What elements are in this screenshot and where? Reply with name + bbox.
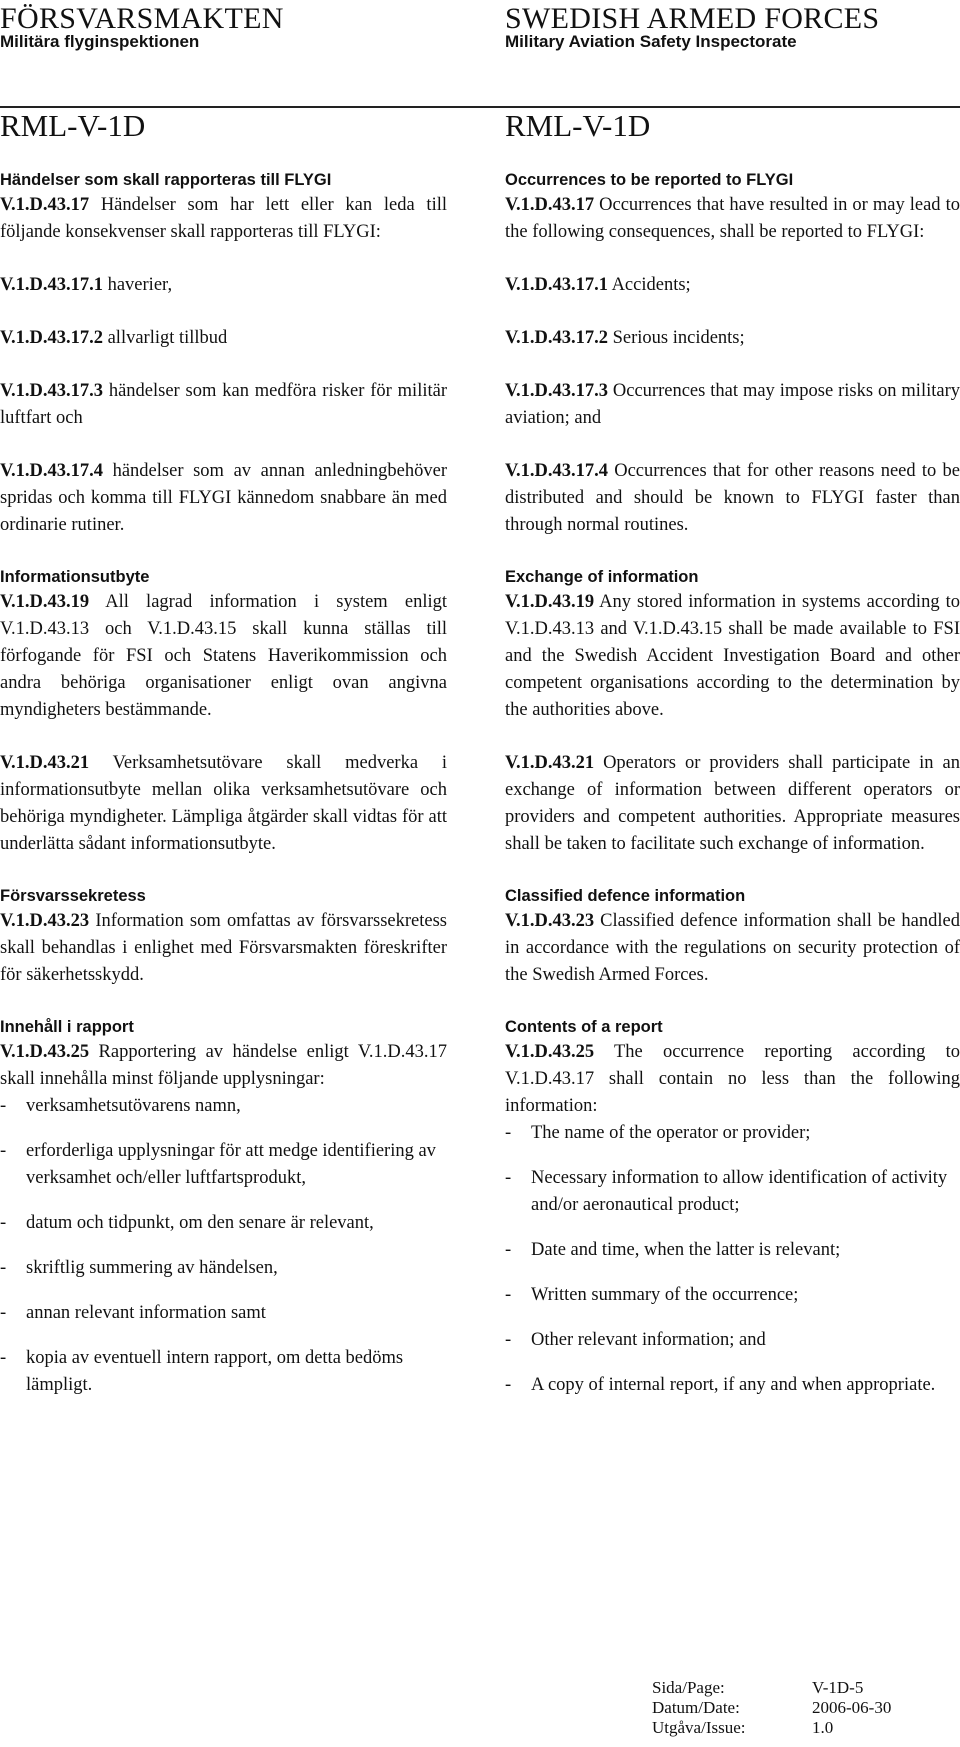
footer-date-row [652,1698,891,1718]
paragraph-id: V.1.D.43.17.1 [0,275,103,295]
paragraph [0,378,447,432]
list-item: - Other relevant information; and [505,1330,766,1350]
paragraph-id: V.1.D.43.17.3 [505,381,608,401]
paragraph [0,325,447,352]
list-item: - skriftlig summering av händelsen, [0,1258,278,1278]
paragraph-text: Operators or providers shall participate in an exchange of information between different operators or providers and competent authorities. Appropriate measures shall be taken to facilitate such exchange of information. [505,753,960,854]
paragraph-text: Classified defence information shall be handled in accordance with the regulations on security protection of the Swedish Armed Forces. [505,911,960,985]
column-english [505,168,960,1399]
paragraph-text: Händelser som har lett eller kan leda till följande konsekvenser skall rapporteras till FLYGI: [0,195,447,242]
paragraph [505,908,960,989]
section-heading: Occurrences to be reported to FLYGI [505,171,794,189]
paragraph-id: V.1.D.43.21 [0,753,90,773]
paragraph [0,589,447,724]
paragraph [505,192,960,246]
paragraph [0,192,447,246]
paragraph-id: V.1.D.43.19 [505,592,595,612]
footer-page-row [652,1678,891,1698]
paragraph-text: Accidents; [607,275,691,295]
paragraph [0,272,447,299]
paragraph-text: allvarligt tillbud [102,328,228,348]
paragraph [0,750,447,858]
header-dept-en: Military Aviation Safety Inspectorate [505,32,797,51]
header-dept-sv: Militära flyginspektionen [0,32,200,51]
footer-issue-label: Utgåva/Issue: [652,1718,746,1737]
paragraph-text: The occurrence reporting according to V.1.D.43.17 shall contain no less than the following information: [505,1042,960,1116]
paragraph-id: V.1.D.43.17 [0,195,90,215]
footer-page-label: Sida/Page: [652,1678,725,1697]
paragraph-id: V.1.D.43.25 [0,1042,90,1062]
bullet-list [505,1120,960,1399]
paragraph-text: Rapportering av händelse enligt V.1.D.43.17 skall innehålla minst följande upplysningar: [0,1042,447,1089]
list-item: - kopia av eventuell intern rapport, om detta bedöms lämpligt. [0,1348,404,1395]
paragraph [505,750,960,858]
footer-page-value: V-1D-5 [812,1678,864,1697]
list-item: - datum och tidpunkt, om den senare är relevant, [0,1213,374,1233]
list-item: - annan relevant information samt [0,1303,266,1323]
paragraph-id: V.1.D.43.23 [505,911,595,931]
list-item: - A copy of internal report, if any and when appropriate. [505,1375,936,1395]
paragraph-id: V.1.D.43.17.4 [0,461,103,481]
list-item: - verksamhetsutövarens namn, [0,1096,241,1116]
paragraph [0,458,447,539]
footer-date-label: Datum/Date: [652,1698,740,1717]
paragraph-id: V.1.D.43.17.3 [0,381,103,401]
footer-issue-row [652,1718,891,1738]
paragraph [505,378,960,432]
header-org-en: SWEDISH ARMED FORCES [505,2,880,35]
list-item: - Necessary information to allow identification of activity and/or aeronautical product; [505,1168,948,1215]
paragraph-text: Verksamhetsutövare skall medverka i informationsutbyte mellan olika verksamhetsutövare och behöriga myndigheter. Lämpliga åtgärder skall vidtas för att underlätta sådant informationsutbyte. [0,753,447,854]
paragraph-text: Occurrences that have resulted in or may lead to the following consequences, shall be reported to FLYGI: [505,195,960,242]
paragraph-text: Information som omfattas av försvarssekretess skall behandlas i enlighet med Försvarsmakten föreskrifter för säkerhetsskydd. [0,911,447,985]
paragraph-text: händelser som av annan anledningbehöver spridas och komma till FLYGI kännedom snabbare än med ordinarie rutiner. [0,461,447,535]
list-item: - The name of the operator or provider; [505,1123,811,1143]
section-heading: Innehåll i rapport [0,1018,134,1036]
paragraph [505,272,960,299]
paragraph-text: Occurrences that for other reasons need to be distributed and should be known to FLYGI faster than through normal routines. [505,461,960,535]
section-heading: Exchange of information [505,568,699,586]
paragraph [505,1039,960,1120]
footer-date-value: 2006-06-30 [812,1698,892,1717]
list-item: - Written summary of the occurrence; [505,1285,799,1305]
page-footer [652,1678,891,1738]
paragraph [505,325,960,352]
paragraph [505,589,960,724]
paragraph-id: V.1.D.43.17 [505,195,595,215]
paragraph-id: V.1.D.43.17.1 [505,275,608,295]
doc-id-right: RML-V-1D [505,108,651,143]
paragraph-id: V.1.D.43.19 [0,592,90,612]
section-heading: Informationsutbyte [0,568,150,586]
paragraph-id: V.1.D.43.21 [505,753,595,773]
list-item: - erforderliga upplysningar för att medge identifiering av verksamhet och/eller luftfartsprodukt, [0,1141,436,1188]
paragraph [505,458,960,539]
section-heading: Försvarssekretess [0,887,146,905]
paragraph-id: V.1.D.43.23 [0,911,90,931]
section-heading: Händelser som skall rapporteras till FLYGI [0,171,332,189]
paragraph [0,908,447,989]
doc-id-left: RML-V-1D [0,108,146,143]
paragraph-text: Any stored information in systems according to V.1.D.43.13 and V.1.D.43.15 shall be made available to FSI and the Swedish Accident Investigation Board and other competent organisations according to the determination by the authorities above. [505,592,960,720]
paragraph-text: All lagrad information i system enligt V.1.D.43.13 och V.1.D.43.15 skall kunna ställas till förfogande för FSI och Statens Haverikommission och andra behöriga organisationer enligt ovan angivna myndigheters bestämmande. [0,592,447,720]
footer-issue-value: 1.0 [812,1718,834,1737]
paragraph-text: Serious incidents; [607,328,745,348]
header-org-sv: FÖRSVARSMAKTEN [0,2,284,35]
paragraph-text: Occurrences that may impose risks on military aviation; and [505,381,960,428]
paragraph-id: V.1.D.43.25 [505,1042,595,1062]
paragraph-id: V.1.D.43.17.4 [505,461,608,481]
section-heading: Contents of a report [505,1018,663,1036]
paragraph-id: V.1.D.43.17.2 [505,328,608,348]
paragraph-id: V.1.D.43.17.2 [0,328,103,348]
paragraph-text: haverier, [102,275,173,295]
column-swedish [0,168,447,1399]
paragraph [0,1039,447,1093]
section-heading: Classified defence information [505,887,746,905]
bullet-list [0,1093,447,1399]
paragraph-text: händelser som kan medföra risker för militär luftfart och [0,381,447,428]
list-item: - Date and time, when the latter is relevant; [505,1240,841,1260]
